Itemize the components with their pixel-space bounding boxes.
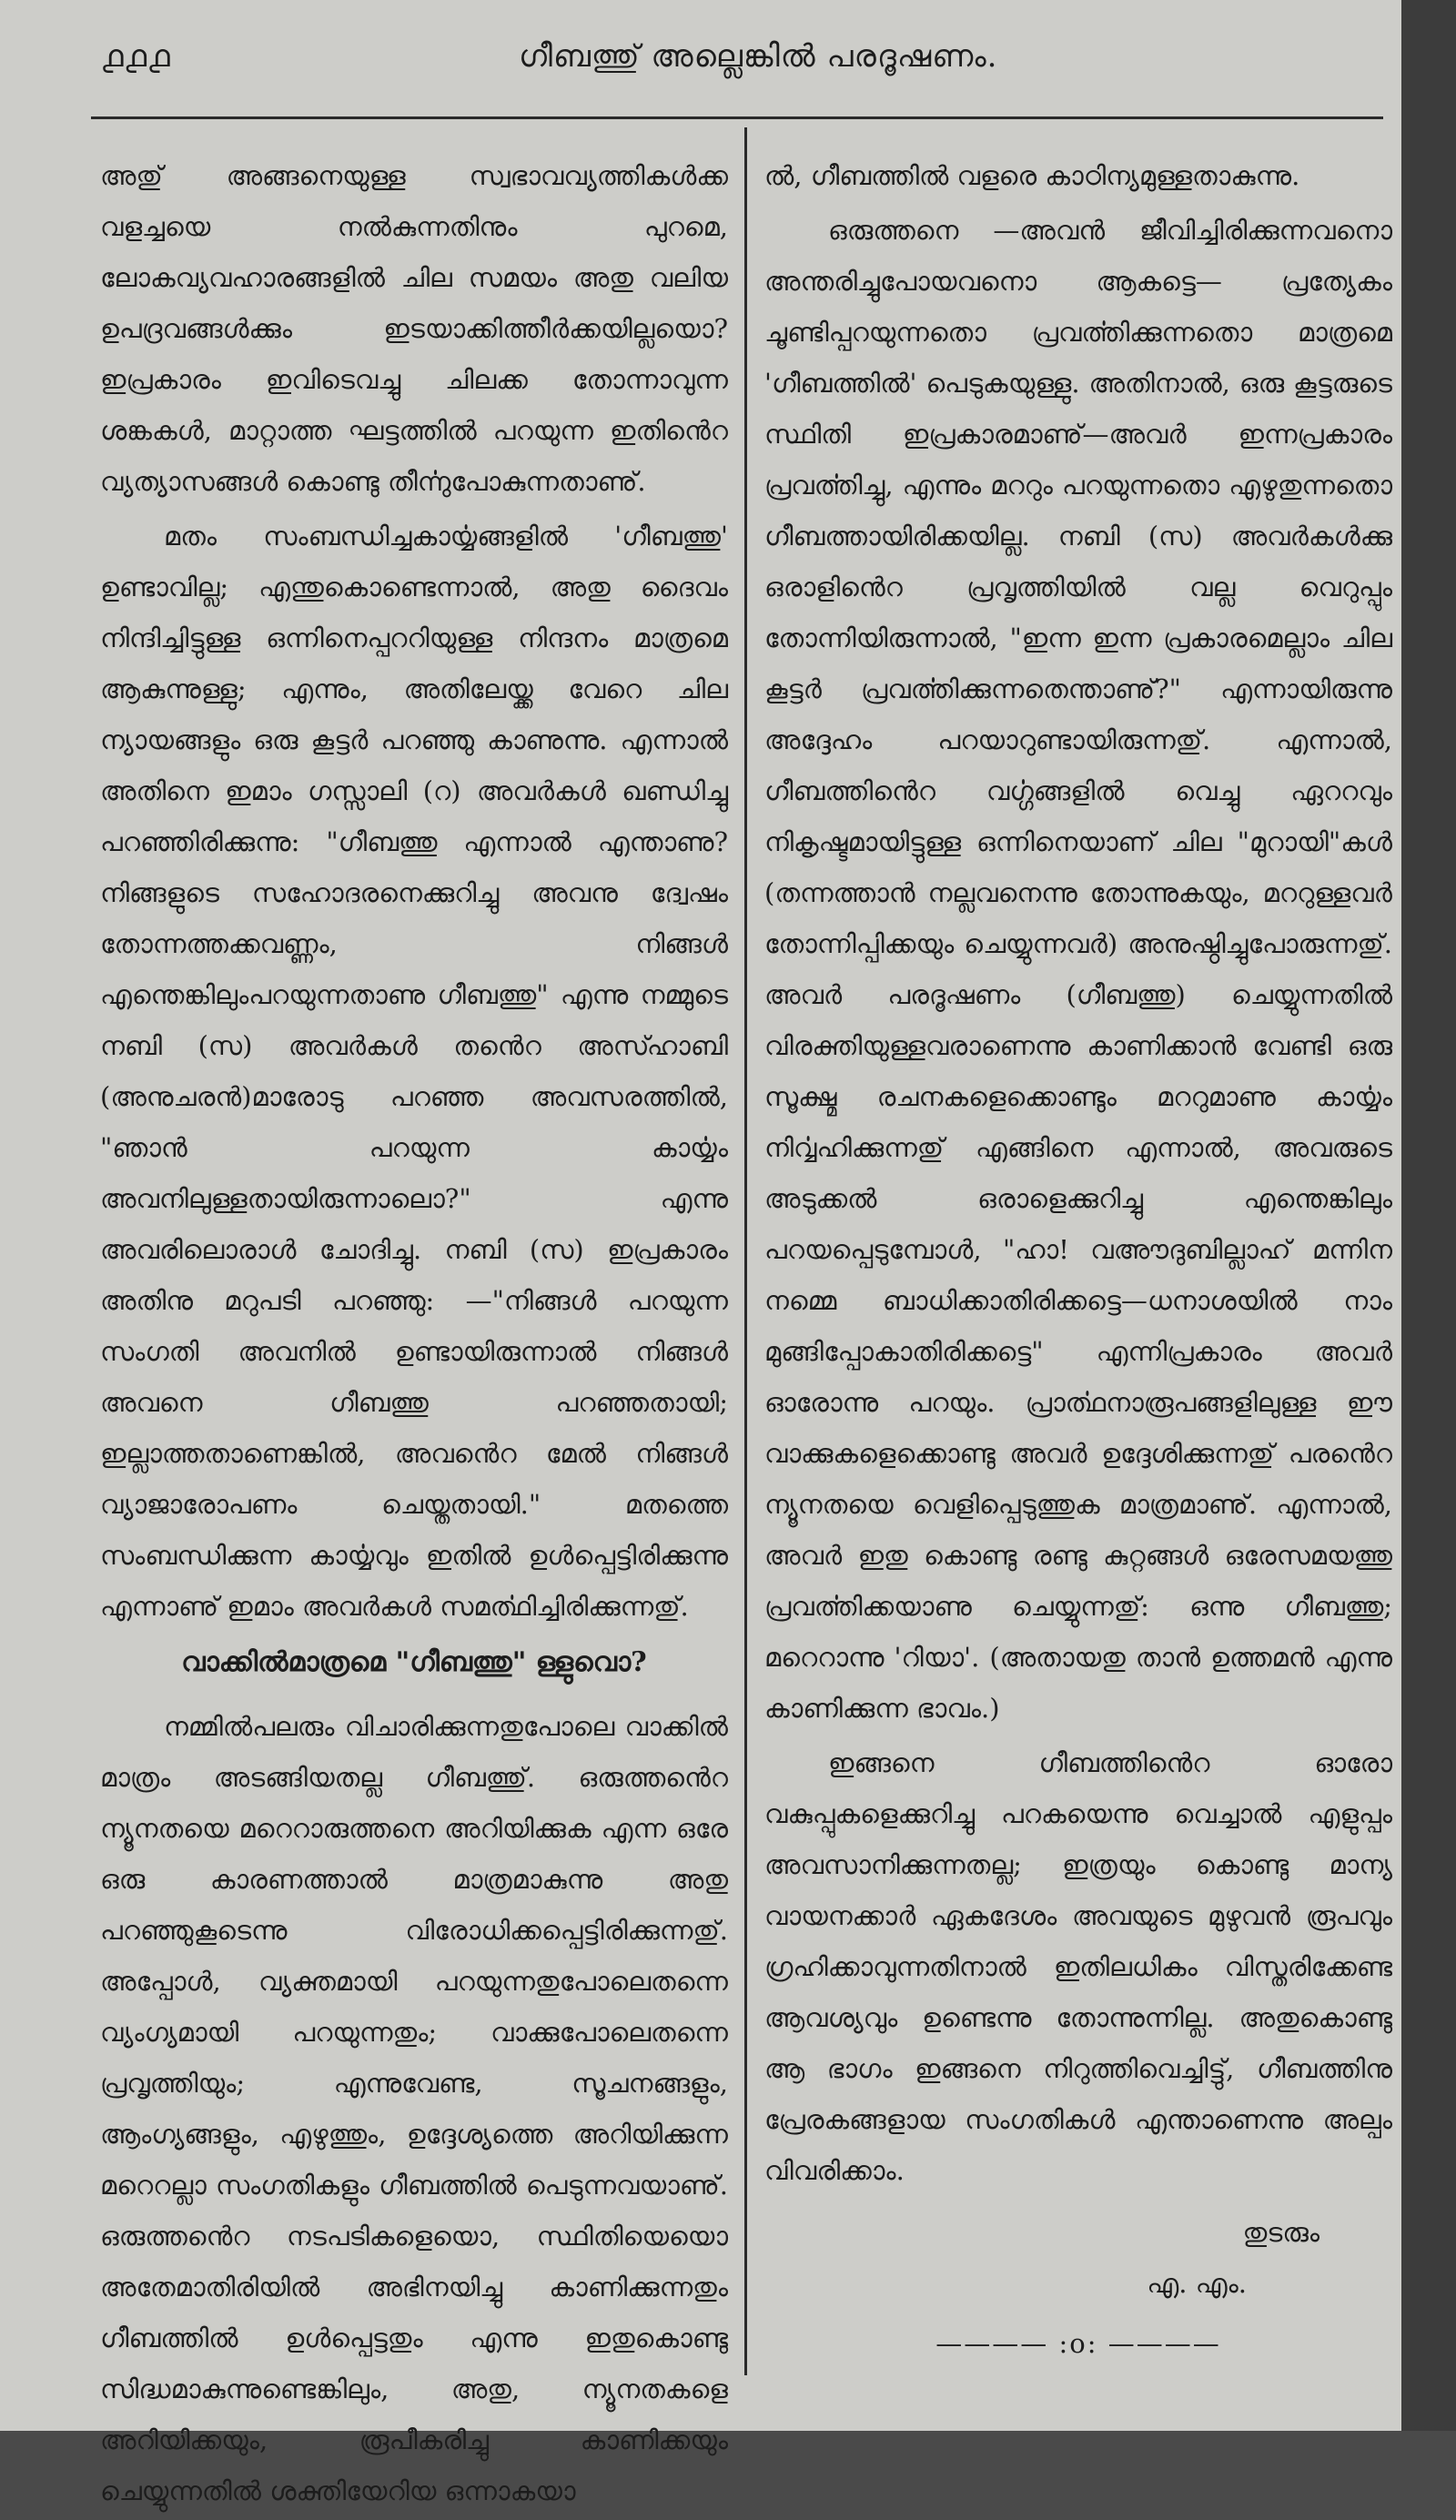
paragraph: അതു് അങ്ങനെയുള്ള സ്വഭാവവ്യത്തികൾക്ക വളച്ചയെ നൽകുന്നതിനും പുറമെ, ലോകവ്യവഹാരങ്ങളിൽ ചില സമയം അതു വലിയ ഉപദ്രവങ്ങൾക്കും ഇടയാക്കിത്തീർക്കയില്ലയൊ? ഇപ്രകാരം ഇവിടെവച്ചു ചിലക്ക തോന്നാവുന്ന ശങ്കകൾ, മാറ്റാത്ത ഘട്ടത്തിൽ പറയുന്ന ഇതിൻെറ വ്യത്യാസങ്ങൾ കൊണ്ടു തീൎന്നുപോകുന്നതാണു്. bbox=[100, 160, 728, 497]
section-subheading: വാക്കിൽമാത്രമെ "ഗീബത്തു" ള്ളുവൊ? bbox=[181, 1646, 647, 1678]
page-header bbox=[91, 35, 1383, 89]
paragraph: ഒരുത്തനെ —അവൻ ജീവിച്ചിരിക്കുന്നവനൊ അന്തരിച്ചുപോയവനൊ ആകട്ടെ— പ്രത്യേകം ചൂണ്ടിപ്പറയുന്നതൊ പ്രവൎത്തിക്കുന്നതൊ മാത്രമെ 'ഗീബത്തിൽ' പെടുകയുള്ളു. അതിനാൽ, ഒരു കൂട്ടരുടെ സ്ഥിതി ഇപ്രകാരമാണു്—അവർ ഇന്നപ്രകാരം പ്രവൎത്തിച്ചു, എന്നും മററും പറയുന്നതൊ എഴുതുന്നതൊ ഗീബത്തായിരിക്കയില്ല. നബി (സ) അവർകൾക്കു ഒരാളിൻെറ പ്രവൃത്തിയിൽ വല്ല വെറുപ്പും തോന്നിയിരുന്നാൽ, "ഇന്ന ഇന്ന പ്രകാരമെല്ലാം ചില കൂട്ടർ പ്രവൎത്തിക്കുന്നതെന്താണു്?" എന്നായിരുന്നു അദ്ദേഹം പറയാറുണ്ടായിരുന്നതു്. എന്നാൽ, ഗീബത്തിൻെറ വൎഗ്ഗങ്ങളിൽ വെച്ചു ഏററവും നികൃഷ്ടമായിട്ടുള്ള ഒന്നിനെയാണ് ചില "മുറായി"കൾ (തന്നത്താൻ നല്ലവനെന്നു തോന്നുകയും, മററുള്ളവർ തോന്നിപ്പിക്കയും ചെയ്യുന്നവർ) അനുഷ്ഠിച്ചുപോരുന്നതു്. അവർ പരദൂഷണം (ഗീബത്തു) ചെയ്യുന്നതിൽ വിരക്തിയുള്ളവരാണെന്നു കാണിക്കാൻ വേണ്ടി ഒരു സൂക്ഷ്മ രചനകളെക്കൊണ്ടും മററുമാണു കാൎയ്യം നിൎവ്വഹിക്കുന്നതു് എങ്ങിനെ എന്നാൽ, അവരുടെ അടുക്കൽ ഒരാളെക്കുറിച്ചു എന്തെങ്കിലും പറയപ്പെടുമ്പോൾ, "ഹാ! വഅൗദുബില്ലാഹ് മന്നിന നമ്മെ ബാധിക്കാതിരിക്കട്ടെ—ധനാശയിൽ നാം മുങ്ങിപ്പോകാതിരിക്കട്ടെ" എന്നിപ്രകാരം അവർ ഓരോന്നു പറയും. പ്രാൎത്ഥനാരൂപങ്ങളിലുള്ള ഈ വാക്കുകളെക്കൊണ്ടു അവർ ഉദ്ദേശിക്കുന്നതു് പരൻെറ ന്യൂനതയെ വെളിപ്പെടുത്തുക മാത്രമാണു്. എന്നാൽ, അവർ ഇതു കൊണ്ടു രണ്ടു കുറ്റങ്ങൾ ഒരേസമയത്തു പ്രവൎത്തിക്കയാണു ചെയ്യുന്നതു്: ഒന്നു ഗീബത്തു; മറെറാന്നു 'റിയാ'. (അതായതു താൻ ഉത്തമൻ എന്നു കാണിക്കുന്ന ഭാവം.) bbox=[764, 215, 1392, 1724]
running-title: ഗീബത്തു് അല്ലെങ്കിൽ പരദൂഷണം. bbox=[519, 38, 998, 75]
author-signature: എ. എം. bbox=[1147, 2268, 1247, 2299]
left-column bbox=[100, 150, 728, 2520]
paragraph: ഇങ്ങനെ ഗീബത്തിൻെറ ഓരോ വകുപ്പുകളെക്കുറിച്ചു പറകയെന്നു വെച്ചാൽ എളുപ്പം അവസാനിക്കുന്നതല്ല; ഇത്രയും കൊണ്ടു മാന്യ വായനക്കാർ ഏകദേശം അവയുടെ മുഴുവൻ രൂപവും ഗ്രഹിക്കാവുന്നതിനാൽ ഇതിലധികം വിസ്തരിക്കേണ്ട ആവശ്യവും ഉണ്ടെന്നു തോന്നുന്നില്ല. അതുകൊണ്ടു ആ ഭാഗം ഇങ്ങനെ നിറുത്തിവെച്ചിട്ടു്, ഗീബത്തിനു പ്രേരകങ്ങളായ സംഗതികൾ എന്താണെന്നു അല്പം വിവരിക്കാം. bbox=[764, 1747, 1392, 2186]
paragraph: മതം സംബന്ധിച്ചകാൎയ്യങ്ങളിൽ 'ഗീബത്തു' ഉണ്ടാവില്ല; എന്തുകൊണ്ടെന്നാൽ, അതു ദൈവം നിന്ദിച്ചിട്ടുള്ള ഒന്നിനെപ്പററിയുള്ള നിന്ദനം മാത്രമെ ആകുന്നുള്ളു; എന്നും, അതിലേയ്ക്ക വേറെ ചില ന്യായങ്ങളും ഒരു കൂട്ടർ പറഞ്ഞു കാണുന്നു. എന്നാൽ അതിനെ ഇമാം ഗസ്സാലി (റ) അവർകൾ ഖണ്ഡിച്ചു പറഞ്ഞിരിക്കുന്നു: "ഗീബത്തു എന്നാൽ എന്താണു? നിങ്ങളുടെ സഹോദരനെക്കുറിച്ചു അവനു ദ്വേഷം തോന്നത്തക്കവണ്ണം, നിങ്ങൾ എന്തെങ്കിലുംപറയുന്നതാണു ഗീബത്തു" എന്നു നമ്മുടെ നബി (സ) അവർകൾ തൻെറ അസ്ഹാബി (അനുചരൻ)മാരോടു പറഞ്ഞ അവസരത്തിൽ, "ഞാൻ പറയുന്ന കാൎയ്യം അവനിലുള്ളതായിരുന്നാലൊ?" എന്നു അവരിലൊരാൾ ചോദിച്ചു. നബി (സ) ഇപ്രകാരം അതിനു മറുപടി പറഞ്ഞു: —"നിങ്ങൾ പറയുന്ന സംഗതി അവനിൽ ഉണ്ടായിരുന്നാൽ നിങ്ങൾ അവനെ ഗീബത്തു പറഞ്ഞതായി; ഇല്ലാത്തതാണെങ്കിൽ, അവൻെറ മേൽ നിങ്ങൾ വ്യാജാരോപണം ചെയ്തതായി." മതത്തെ സംബന്ധിക്കുന്ന കാൎയ്യവും ഇതിൽ ഉൾപ്പെട്ടിരിക്കുന്നു എന്നാണു് ഇമാം അവർകൾ സമൎത്ഥിച്ചിരിക്കുന്നതു്. bbox=[100, 521, 728, 1622]
paragraph: നമ്മിൽപലരും വിചാരിക്കുന്നതുപോലെ വാക്കിൽ മാത്രം അടങ്ങിയതല്ല ഗീബത്തു്. ഒരുത്തൻെറ ന്യൂനതയെ മറെറാരുത്തനെ അറിയിക്കുക എന്ന ഒരേ ഒരു കാരണത്താൽ മാത്രമാകുന്നു അതു പറഞ്ഞുകൂടെന്നു വിരോധിക്കപ്പെട്ടിരിക്കുന്നതു്. അപ്പോൾ, വ്യക്തമായി പറയുന്നതുപോലെതന്നെ വ്യംഗ്യമായി പറയുന്നതും; വാക്കുപോലെതന്നെ പ്രവൃത്തിയും; എന്നുവേണ്ട, സൂചനങ്ങളും, ആംഗ്യങ്ങളും, എഴുത്തും, ഉദ്ദേശ്യത്തെ അറിയിക്കുന്ന മറെറല്ലാ സംഗതികളും ഗീബത്തിൽ പെടുന്നവയാണു്. ഒരുത്തൻെറ നടപടികളെയൊ, സ്ഥിതിയെയൊ അതേമാതിരിയിൽ അഭിനയിച്ചു കാണിക്കുന്നതും ഗീബത്തിൽ ഉൾപ്പെട്ടതും എന്നു ഇതുകൊണ്ടു സിദ്ധമാകുന്നുണ്ടെങ്കിലും, അതു, ന്യൂനതകളെ അറിയിക്കയും, രൂപീകരിച്ചു കാണിക്കയും ചെയ്യുന്നതിൽ ശക്തിയേറിയ ഒന്നാകയാ bbox=[100, 1711, 728, 2506]
paragraph: ൽ, ഗീബത്തിൽ വളരെ കാഠിന്യമുള്ളതാകുന്നു. bbox=[764, 160, 1300, 191]
page-edge-shadow bbox=[1401, 0, 1456, 2431]
header-rule bbox=[91, 116, 1383, 119]
right-column bbox=[764, 150, 1392, 2369]
page-number: ൧൧൧ bbox=[102, 38, 172, 75]
column-divider bbox=[744, 127, 747, 2375]
continued-note: തുടരും bbox=[1242, 2217, 1320, 2248]
end-ornament: ———— :o: ———— bbox=[935, 2328, 1221, 2359]
